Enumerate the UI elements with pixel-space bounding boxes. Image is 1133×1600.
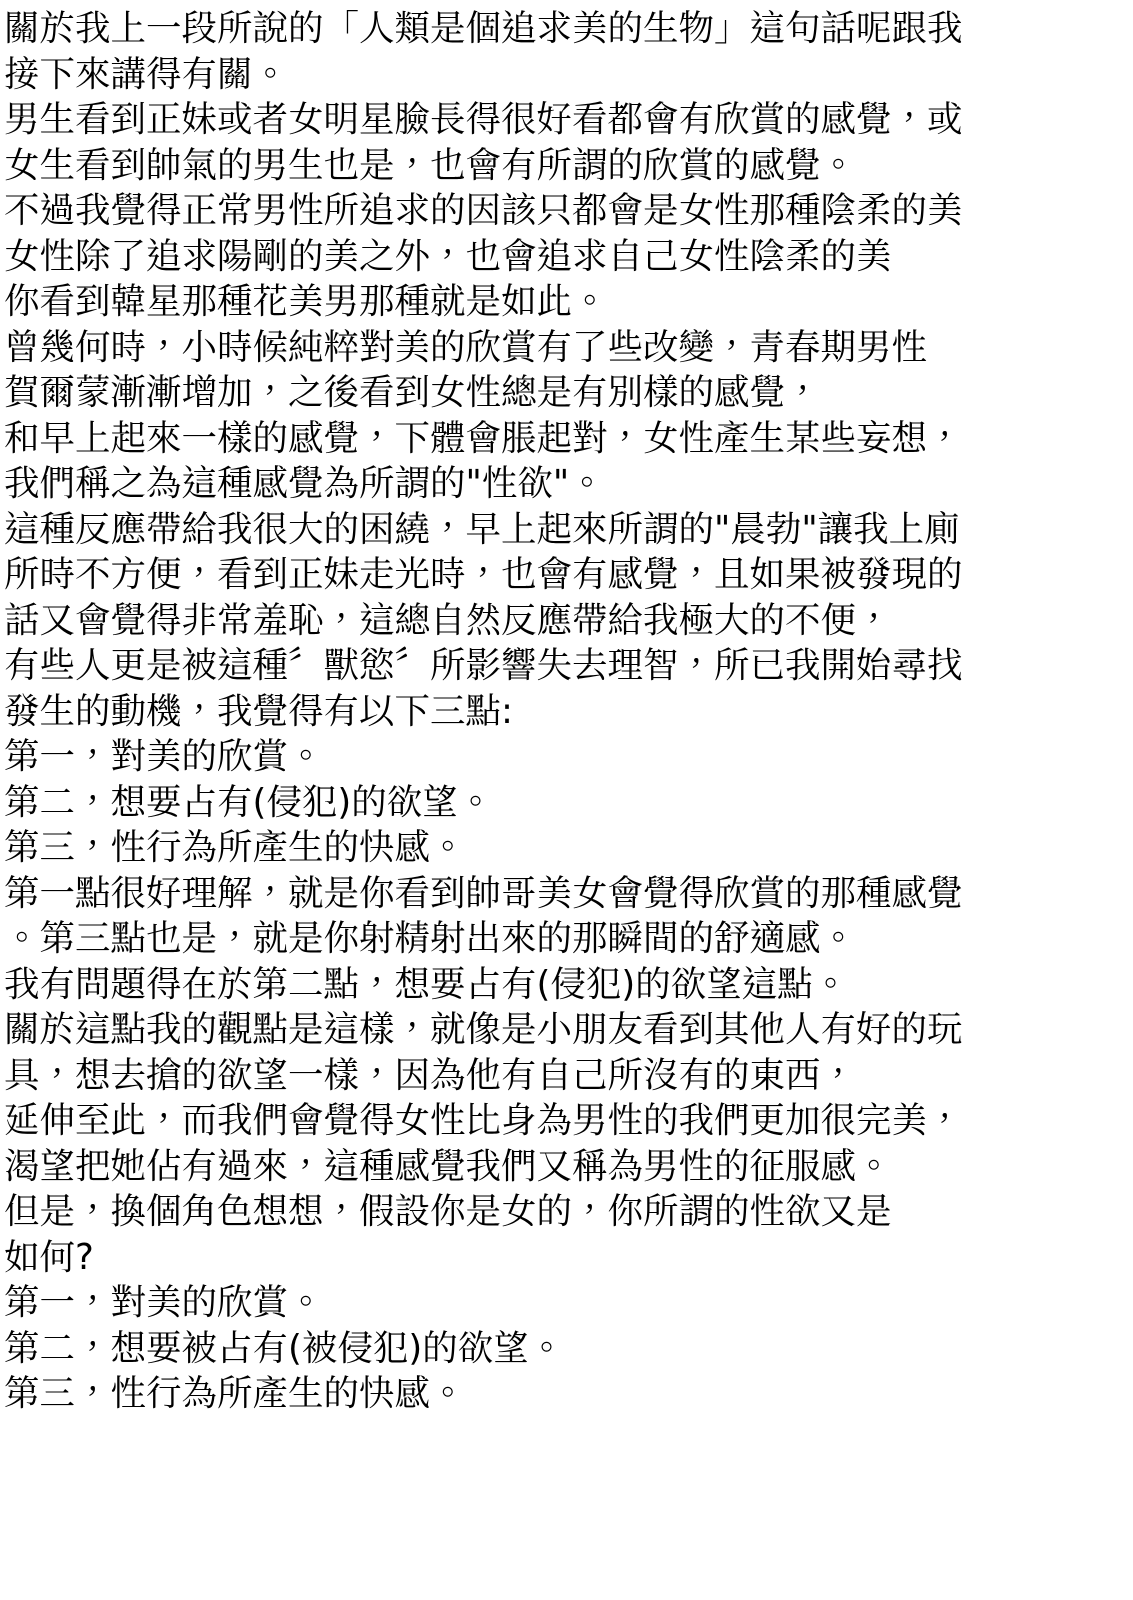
text-line: 我有問題得在於第二點，想要占有(侵犯)的欲望這點。 xyxy=(4,963,849,1005)
text-line: 我們稱之為這種感覺為所謂的"性欲"。 xyxy=(4,463,605,504)
text-line: 延伸至此，而我們會覺得女性比身為男性的我們更加很完美， xyxy=(4,1100,963,1141)
text-line: 所時不方便，看到正妹走光時，也會有感覺，且如果被發現的 xyxy=(4,554,963,595)
text-line: 男生看到正妹或者女明星臉長得很好看都會有欣賞的感覺，或 xyxy=(4,99,963,140)
text-line: 但是，換個角色想想，假設你是女的，你所謂的性欲又是 xyxy=(4,1191,892,1232)
text-line: 女性除了追求陽剛的美之外，也會追求自己女性陰柔的美 xyxy=(4,235,892,277)
text-line: 第二，想要被占有(被侵犯)的欲望。 xyxy=(4,1327,565,1369)
text-line: 渴望把她佔有過來，這種感覺我們又稱為男性的征服感。 xyxy=(4,1145,892,1187)
text-line: 不過我覺得正常男性所追求的因該只都會是女性那種陰柔的美 xyxy=(4,190,963,231)
text-line: 具，想去搶的欲望一樣，因為他有自己所沒有的東西， xyxy=(4,1054,857,1096)
text-line: 第三，性行為所產生的快感。 xyxy=(4,1373,466,1414)
text-line: 發生的動機，我覺得有以下三點: xyxy=(4,690,513,732)
text-line: 如何? xyxy=(4,1236,94,1278)
text-line: 有些人更是被這種〞獸慾〞所影響失去理智，所已我開始尋找 xyxy=(4,645,963,686)
document-text-body xyxy=(4,6,1123,1417)
text-line: 接下來講得有關。 xyxy=(4,53,289,95)
text-line: 第二，想要占有(侵犯)的欲望。 xyxy=(4,781,494,823)
text-line: 這種反應帶給我很大的困繞，早上起來所謂的"晨勃"讓我上廁 xyxy=(4,508,960,550)
text-line: 關於這點我的觀點是這樣，就像是小朋友看到其他人有好的玩 xyxy=(4,1009,963,1050)
text-line: 和早上起來一樣的感覺，下體會脹起對，女性產生某些妄想， xyxy=(4,417,963,459)
text-line: 第一，對美的欣賞。 xyxy=(4,1282,324,1323)
text-line: 關於我上一段所說的「人類是個追求美的生物」這句話呢跟我 xyxy=(4,8,963,49)
text-line: 第一點很好理解，就是你看到帥哥美女會覺得欣賞的那種感覺 xyxy=(4,872,963,914)
text-line: 第三，性行為所產生的快感。 xyxy=(4,827,466,868)
text-line: 你看到韓星那種花美男那種就是如此。 xyxy=(4,281,608,322)
text-line: 。第三點也是，就是你射精射出來的那瞬間的舒適感。 xyxy=(4,918,857,959)
text-line: 話又會覺得非常羞恥，這總自然反應帶給我極大的不便， xyxy=(4,599,892,641)
text-line: 第一，對美的欣賞。 xyxy=(4,736,324,777)
text-line: 曾幾何時，小時候純粹對美的欣賞有了些改變，青春期男性 xyxy=(4,326,928,368)
text-line: 賀爾蒙漸漸增加，之後看到女性總是有別樣的感覺， xyxy=(4,372,821,413)
text-line: 女生看到帥氣的男生也是，也會有所謂的欣賞的感覺。 xyxy=(4,144,857,186)
